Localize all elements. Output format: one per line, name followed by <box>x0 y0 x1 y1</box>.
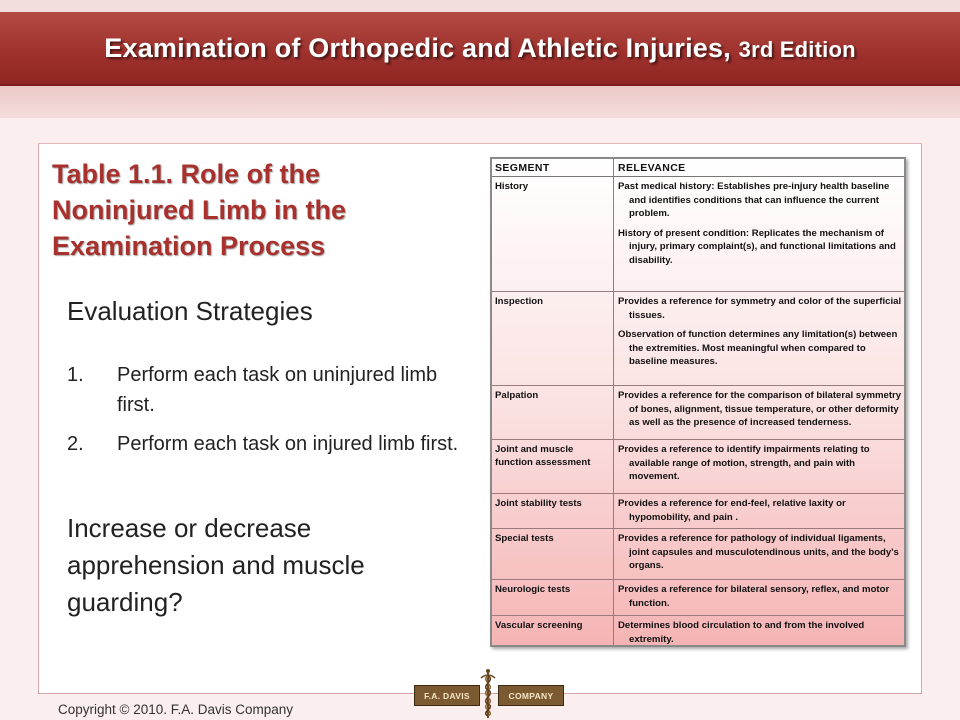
segment-cell: History <box>495 181 529 192</box>
slide-title: Table 1.1. Role of the Noninjured Limb in the Examination Process <box>52 159 346 261</box>
strategy-text: Perform each task on injured limb first. <box>117 433 459 455</box>
book-title-edition: 3rd Edition <box>738 36 856 62</box>
logo-right-plate: COMPANY <box>498 685 564 706</box>
segment-cell: Neurologic tests <box>495 584 571 595</box>
relevance-paragraph: Provides a reference for bilateral sensory, reflex, and motor function. <box>618 584 890 609</box>
relevance-paragraph: Past medical history: Establishes pre-injury health baseline and identifies conditions that can influence the current problem. <box>618 181 890 219</box>
relevance-paragraph: Provides a reference for symmetry and color of the superficial tissues. <box>618 296 902 321</box>
table-row <box>492 493 904 528</box>
header-subbar <box>0 86 960 118</box>
relevance-column-header: RELEVANCE <box>618 162 686 174</box>
strategy-number: 2. <box>67 433 84 455</box>
segment-cell: Inspection <box>495 296 543 307</box>
publisher-logo <box>412 668 564 720</box>
logo-left-plate: F.A. DAVIS <box>414 685 480 706</box>
relevance-cell <box>618 443 902 490</box>
relevance-paragraph: Provides a reference to identify impairments relating to available range of motion, strength, and pain with movement. <box>618 444 870 482</box>
relevance-cell <box>618 532 902 579</box>
strategy-text: Perform each task on uninjured limb first. <box>117 364 438 416</box>
table-row <box>492 385 904 439</box>
relevance-paragraph: Determines blood circulation to and from the involved extremity. <box>618 620 865 645</box>
top-strip <box>0 0 960 12</box>
relevance-cell <box>618 619 902 652</box>
relevance-paragraph: Provides a reference for pathology of individual ligaments, joint capsules and musculotendinous units, and the body's organs. <box>618 533 899 571</box>
segment-cell: Vascular screening <box>495 620 583 631</box>
copyright-text: Copyright © 2010. F.A. Davis Company <box>58 702 294 717</box>
relevance-cell <box>618 583 902 616</box>
strategy-list <box>67 360 467 468</box>
table-header-row <box>492 159 904 177</box>
evaluation-heading: Evaluation Strategies <box>67 296 313 326</box>
segment-column-header: SEGMENT <box>495 162 550 174</box>
guarding-question: Increase or decrease apprehension and muscle guarding? <box>67 513 365 617</box>
caduceus-icon <box>478 668 498 720</box>
relevance-paragraph: Observation of function determines any limitation(s) between the extremities. Most meaningful when compared to baseline measures. <box>618 329 898 367</box>
table-row <box>492 291 904 385</box>
segment-cell: Palpation <box>495 390 539 401</box>
table-row <box>492 439 904 493</box>
strategy-number: 1. <box>67 364 84 386</box>
table-row <box>492 615 904 645</box>
relevance-cell <box>618 389 902 436</box>
table-row <box>492 177 904 291</box>
segment-cell: Special tests <box>495 533 554 544</box>
segment-cell: Joint and muscle function assessment <box>495 444 591 468</box>
table-row <box>492 579 904 615</box>
relevance-cell <box>618 497 902 530</box>
segment-cell: Joint stability tests <box>495 498 582 509</box>
book-title-main: Examination of Orthopedic and Athletic Injuries, <box>104 32 731 63</box>
header-banner <box>0 12 960 86</box>
strategy-item <box>67 429 467 459</box>
relevance-table <box>490 157 906 647</box>
relevance-paragraph: History of present condition: Replicates the mechanism of injury, primary complaint(s), and functional limitations and disability. <box>618 227 896 266</box>
relevance-cell <box>618 180 902 273</box>
book-title <box>104 33 855 64</box>
relevance-paragraph: Provides a reference for end-feel, relative laxity or hypomobility, and pain . <box>618 498 846 523</box>
strategy-item <box>67 360 467 420</box>
table-row <box>492 528 904 579</box>
relevance-paragraph: Provides a reference for the comparison of bilateral symmetry of bones, alignment, tissue temperature, or other deformity as well as the presence of increased tenderness. <box>618 390 902 428</box>
relevance-cell <box>618 295 902 375</box>
